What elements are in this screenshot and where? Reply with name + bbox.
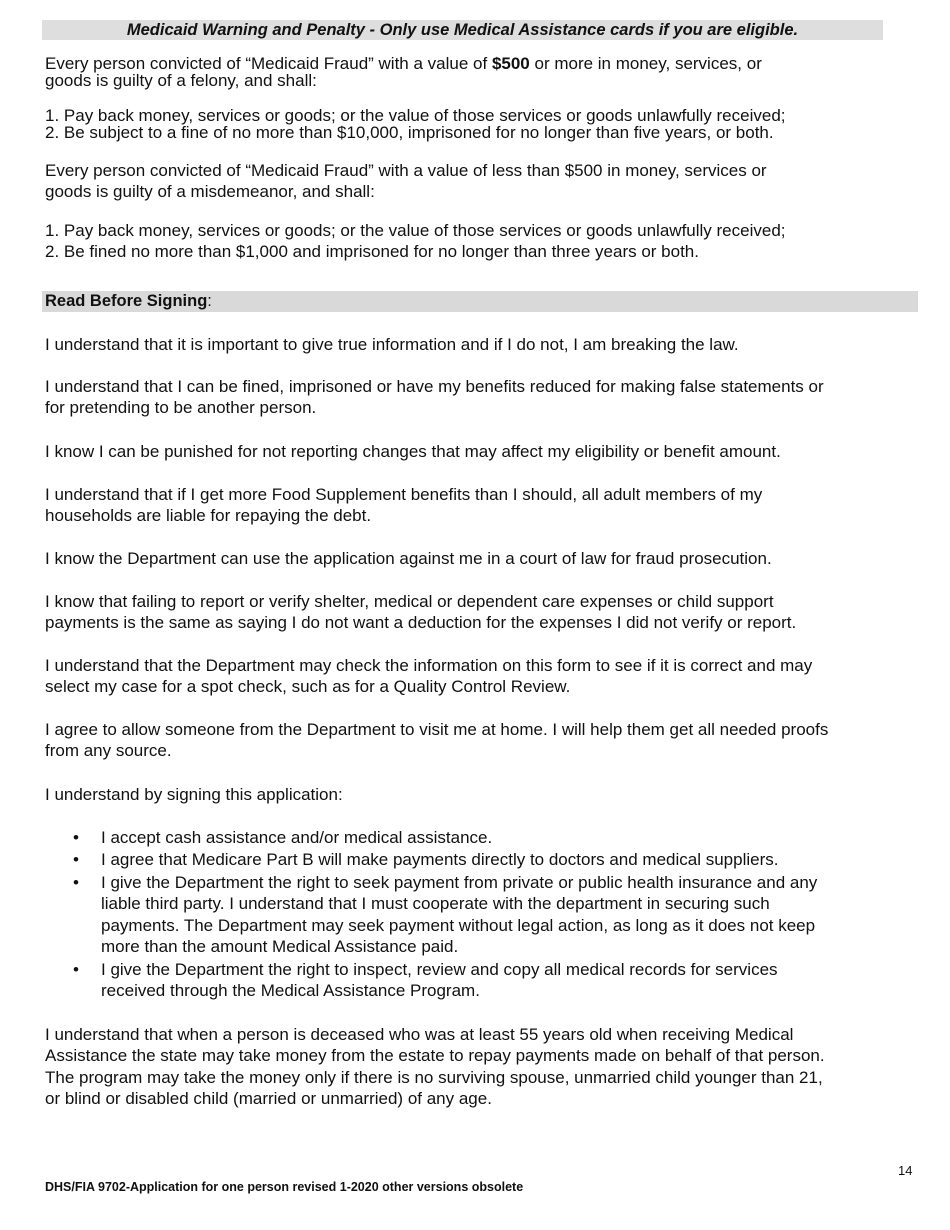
statement-paragraph: I understand by signing this application:	[45, 785, 343, 804]
warning-title: Medicaid Warning and Penalty - Only use Medical Assistance cards if you are eligible.	[126, 21, 799, 39]
statement-paragraph: I agree to allow someone from the Department to visit me at home. I will help them get all needed proofs from any source.	[45, 720, 829, 761]
statement-paragraph: I know I can be punished for not reporting changes that may affect my eligibility or benefit amount.	[45, 442, 781, 461]
estate-recovery-paragraph: I understand that when a person is deceased who was at least 55 years old when receiving Medical Assistance the state may take money from the estate to repay payments made on behalf of that person. The program may take the money only if there is no surviving spouse, unmarried child younger than 21, or blind or disabled child (married or unmarried) of any age.	[45, 1025, 825, 1109]
misdemeanor-penalty-1: 1. Pay back money, services or goods; or the value of those services or goods unlawfully received;	[45, 221, 786, 240]
misdemeanor-line-1: Every person convicted of “Medicaid Fraud” with a value of less than $500 in money, services or	[45, 161, 767, 180]
statement-paragraph: I understand that it is important to give true information and if I do not, I am breaking the law.	[45, 335, 739, 354]
felony-penalty-list	[45, 107, 786, 141]
bullet-item: I agree that Medicare Part B will make payments directly to doctors and medical suppliers.	[101, 850, 779, 869]
bullet-icon: •	[73, 960, 79, 979]
misdemeanor-line-2: goods is guilty of a misdemeanor, and shall:	[45, 182, 375, 202]
statement-paragraph: I understand that the Department may check the information on this form to see if it is correct and may select my case for a spot check, such as for a Quality Control Review.	[45, 656, 813, 697]
felony-line-1: Every person convicted of “Medicaid Fraud” with a value of $500 or more in money, services, or	[45, 54, 762, 73]
bullet-icon: •	[73, 828, 79, 847]
statement-paragraph: I know that failing to report or verify shelter, medical or dependent care expenses or child support payments is the same as saying I do not want a deduction for the expenses I did not verify or report.	[45, 592, 797, 633]
page-number: 14	[898, 1163, 913, 1178]
felony-penalty-2: 2. Be subject to a fine of no more than $10,000, imprisoned for no longer than five years, or both.	[45, 123, 774, 142]
felony-paragraph	[45, 55, 762, 89]
bullet-item: I give the Department the right to seek payment from private or public health insurance and any liable third party. I understand that I must cooperate with the department in securing such payments. The Department may seek payment without legal action, as long as it does not keep more than the amount Medical Assistance paid.	[101, 873, 818, 957]
misdemeanor-paragraph	[45, 160, 767, 203]
signing-title: Read Before Signing:	[45, 292, 212, 310]
statement-paragraph: I understand that I can be fined, imprisoned or have my benefits reduced for making false statements or for pretending to be another person.	[45, 377, 824, 418]
statement-paragraph: I know the Department can use the application against me in a court of law for fraud prosecution.	[45, 549, 772, 568]
bullet-item: I accept cash assistance and/or medical assistance.	[101, 828, 493, 847]
form-id-footer: DHS/FIA 9702-Application for one person revised 1-2020 other versions obsolete	[45, 1180, 524, 1194]
felony-line-2: goods is guilty of a felony, and shall:	[45, 71, 317, 90]
bullet-icon: •	[73, 850, 79, 869]
felony-penalty-1: 1. Pay back money, services or goods; or the value of those services or goods unlawfully received;	[45, 106, 786, 125]
amount-500: $500	[491, 54, 530, 73]
bullet-item: I give the Department the right to inspect, review and copy all medical records for services received through the Medical Assistance Program.	[101, 960, 778, 1001]
misdemeanor-penalty-2: 2. Be fined no more than $1,000 and imprisoned for no longer than three years or both.	[45, 242, 699, 262]
bullet-icon: •	[73, 873, 79, 892]
statement-paragraph: I understand that if I get more Food Supplement benefits than I should, all adult members of my households are liable for repaying the debt.	[45, 485, 763, 526]
misdemeanor-penalty-list	[45, 220, 786, 263]
